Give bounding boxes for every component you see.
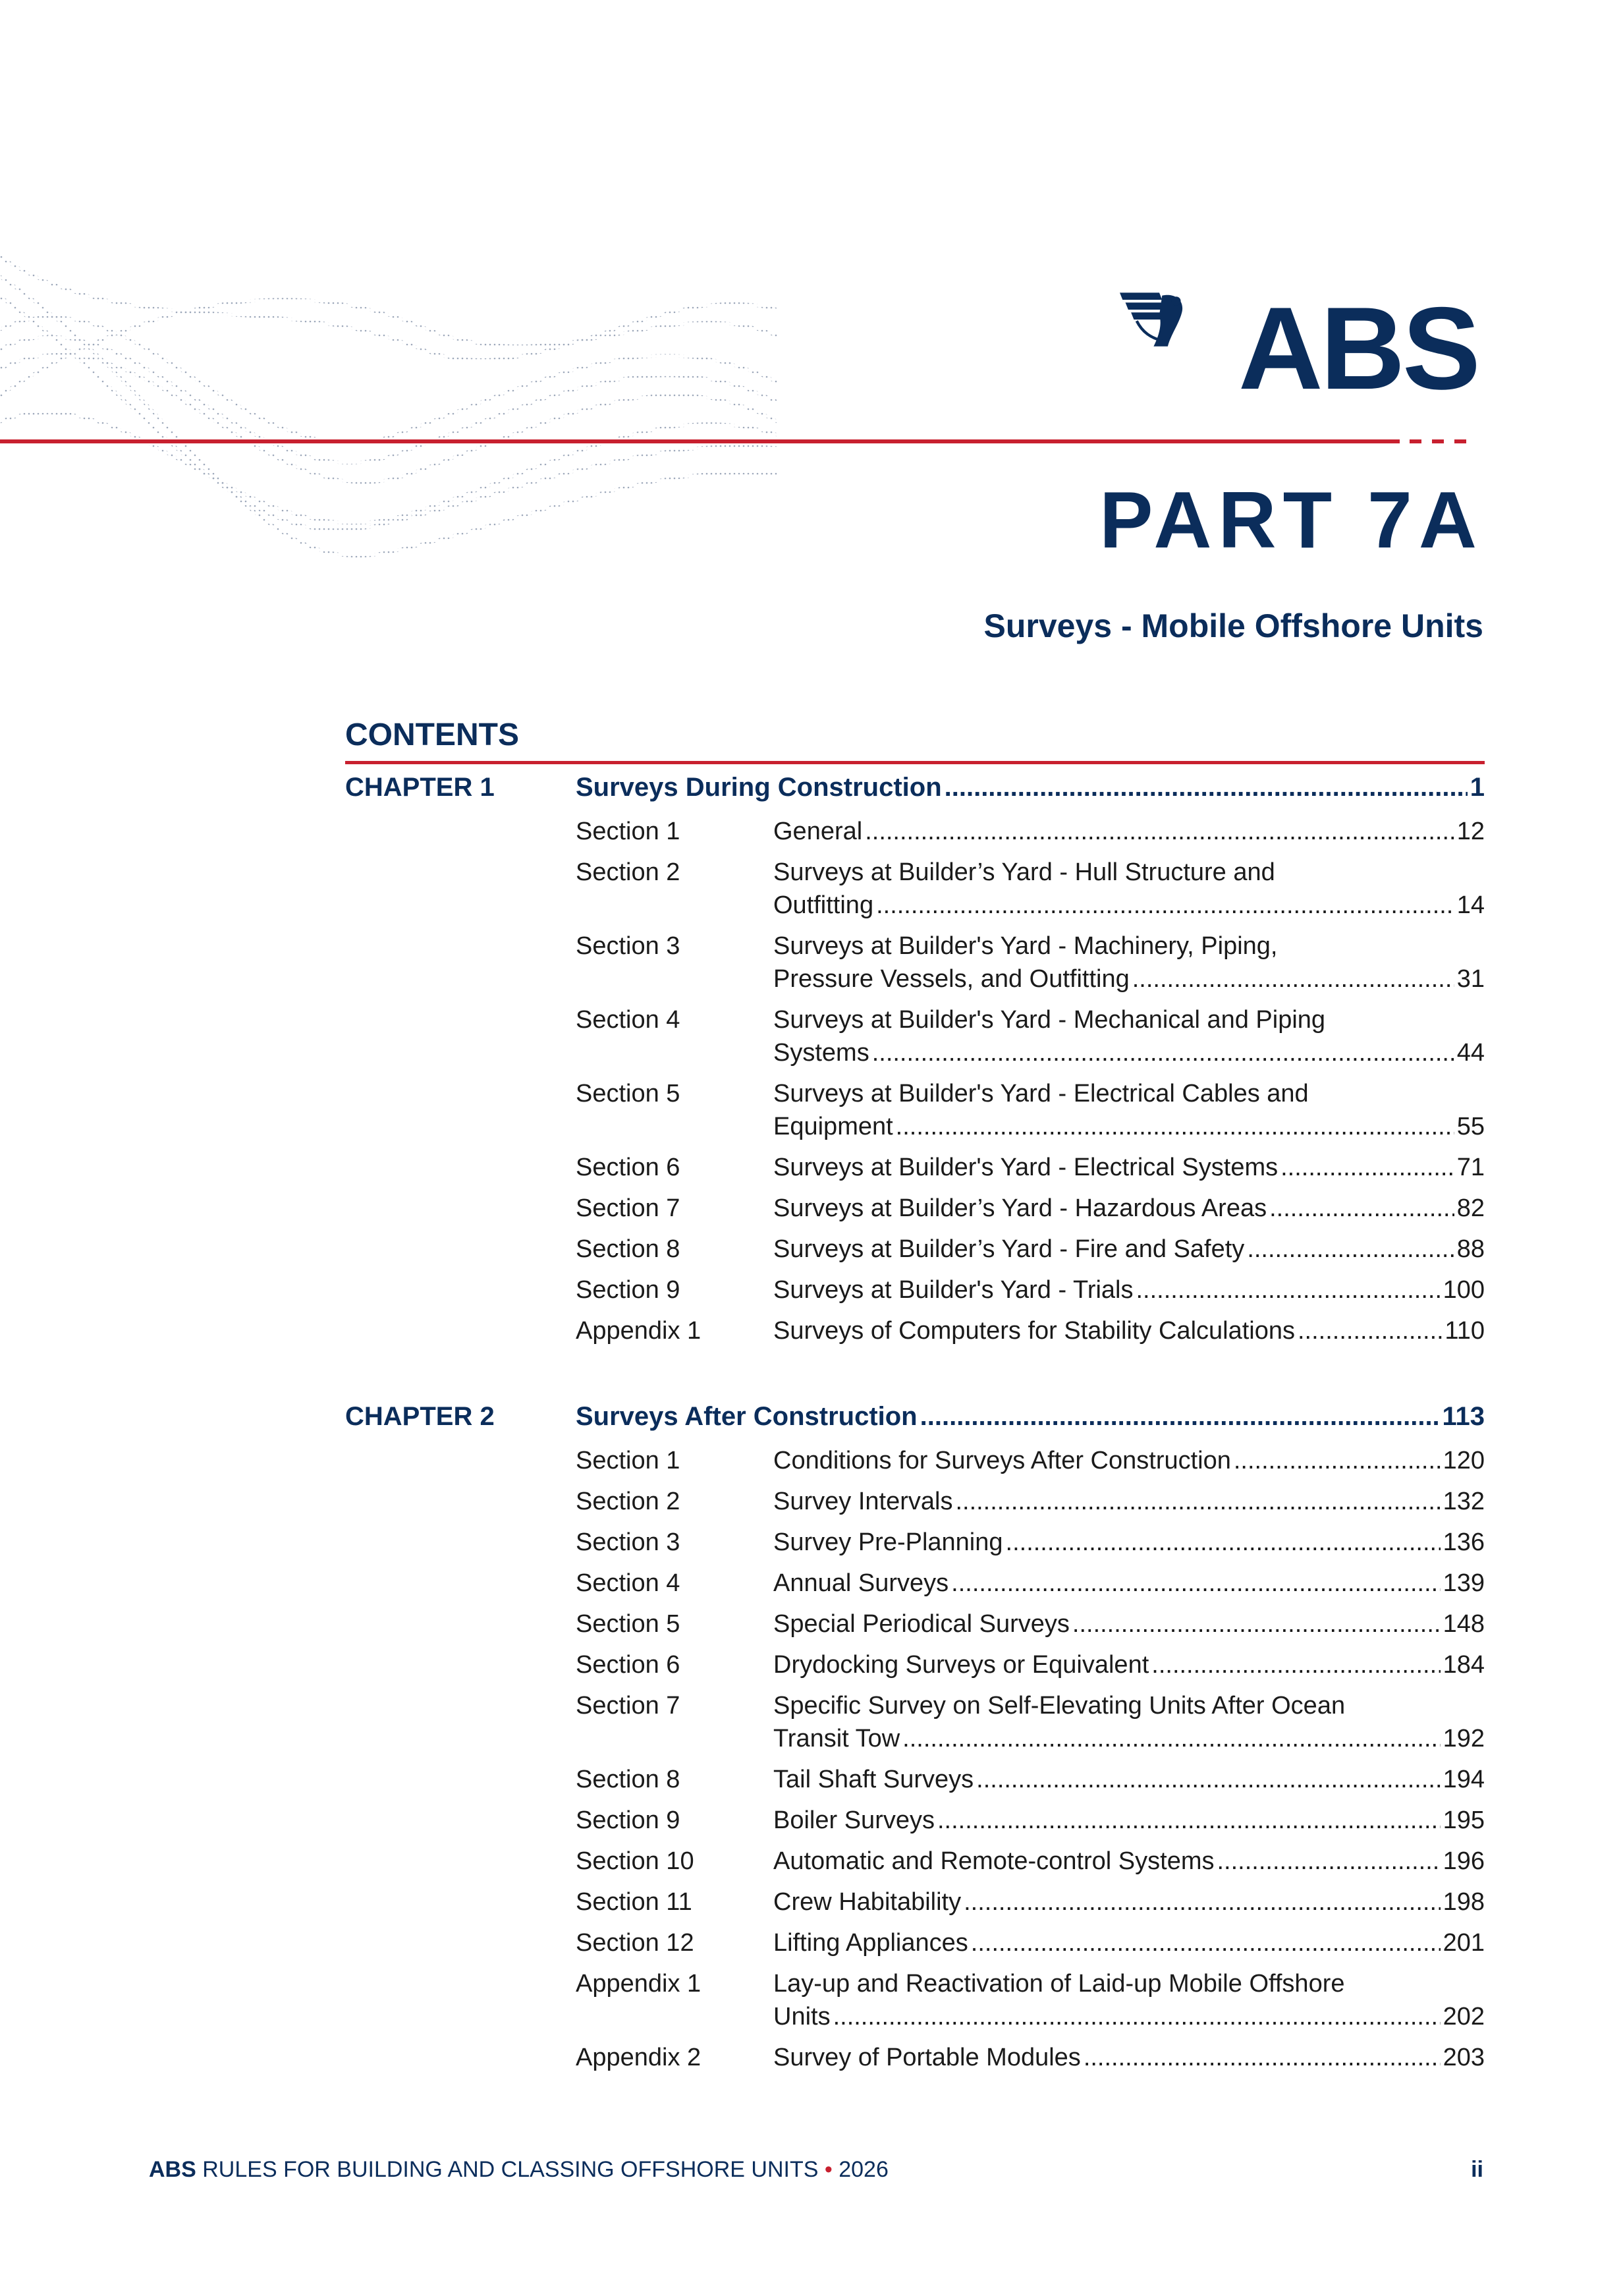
leader-dots xyxy=(1269,1192,1454,1225)
entry-title-line: Surveys at Builder's Yard - Trials xyxy=(773,1276,1134,1304)
leader-dots xyxy=(1217,1845,1441,1878)
entry-title-line: Surveys at Builder’s Yard - Hazardous Areas xyxy=(773,1194,1267,1222)
section-label: Section 2 xyxy=(576,1488,680,1515)
toc-entry-link[interactable] xyxy=(773,1077,1485,1143)
entry-page-number: 71 xyxy=(1456,1154,1485,1181)
entry-title-line: Surveys at Builder's Yard - Machinery, Piping, xyxy=(773,932,1278,960)
toc-entry-link[interactable] xyxy=(773,1886,1485,1918)
entry-title-line: Surveys at Builder’s Yard - Hull Structure and xyxy=(773,858,1275,886)
leader-dots xyxy=(945,774,1468,800)
toc-entry-link[interactable] xyxy=(773,1567,1485,1600)
entry-title-line: Survey Intervals xyxy=(773,1488,953,1515)
entry-title-line: Equipment xyxy=(773,1113,893,1140)
leader-dots xyxy=(1084,2041,1441,2074)
section-label: Section 1 xyxy=(576,1447,680,1474)
section-label: Section 7 xyxy=(576,1692,680,1720)
toc-entry-link[interactable] xyxy=(773,1526,1485,1559)
entry-page-number: 203 xyxy=(1443,2044,1485,2071)
toc-entry-link[interactable] xyxy=(773,1314,1485,1347)
entry-page-number: 100 xyxy=(1443,1276,1485,1304)
section-label: Section 5 xyxy=(576,1080,680,1107)
entry-page-number: 132 xyxy=(1443,1488,1485,1515)
section-label: Section 9 xyxy=(576,1276,680,1304)
entry-title-line: Outfitting xyxy=(773,891,874,919)
leader-dots xyxy=(955,1485,1440,1518)
section-label: Appendix 1 xyxy=(576,1970,701,1998)
entry-title-line: Lay-up and Reactivation of Laid-up Mobile Offshore xyxy=(773,1970,1345,1998)
section-label: Section 3 xyxy=(576,1528,680,1556)
leader-dots xyxy=(1072,1608,1441,1640)
leader-dots xyxy=(920,1403,1440,1430)
toc-entry-link[interactable] xyxy=(773,1648,1485,1681)
leader-dots xyxy=(876,889,1454,922)
leader-dots xyxy=(1132,963,1454,995)
entry-title-line: Survey Pre-Planning xyxy=(773,1528,1003,1556)
section-label: Section 11 xyxy=(576,1888,692,1916)
section-label: Section 7 xyxy=(576,1194,680,1222)
leader-dots xyxy=(896,1110,1454,1143)
section-label: Section 6 xyxy=(576,1651,680,1679)
footer-brand: ABS xyxy=(149,2157,196,2182)
section-label: Section 8 xyxy=(576,1235,680,1263)
entry-title-line: Drydocking Surveys or Equivalent xyxy=(773,1651,1149,1679)
leader-dots xyxy=(833,2000,1441,2033)
leader-dots xyxy=(1136,1274,1441,1306)
section-label: Section 12 xyxy=(576,1929,694,1957)
entry-page-number: 201 xyxy=(1443,1929,1485,1957)
toc-entry-link[interactable] xyxy=(773,1274,1485,1306)
entry-page-number: 148 xyxy=(1443,1610,1485,1638)
leader-dots xyxy=(865,815,1454,848)
section-label: Appendix 2 xyxy=(576,2044,701,2071)
chapter-page-number: 1 xyxy=(1470,773,1485,802)
entry-page-number: 184 xyxy=(1443,1651,1485,1679)
leader-dots xyxy=(964,1886,1441,1918)
toc-entry-link[interactable] xyxy=(773,1485,1485,1518)
toc-entry-link[interactable] xyxy=(773,1845,1485,1878)
footer-separator: • xyxy=(824,2157,833,2182)
toc-entry-link[interactable] xyxy=(773,815,1485,848)
entry-page-number: 196 xyxy=(1443,1847,1485,1875)
toc-entry-link[interactable] xyxy=(773,1233,1485,1266)
chapter-title: Surveys After Construction xyxy=(576,1402,918,1431)
entry-page-number: 44 xyxy=(1456,1039,1485,1067)
entry-page-number: 88 xyxy=(1456,1235,1485,1263)
entry-title-line: Lifting Appliances xyxy=(773,1929,968,1957)
footer-year: 2026 xyxy=(839,2157,889,2182)
toc-entry-link[interactable] xyxy=(773,1967,1485,2033)
section-label: Appendix 1 xyxy=(576,1317,701,1345)
entry-page-number: 14 xyxy=(1456,891,1485,919)
toc-entry-link[interactable] xyxy=(773,1608,1485,1640)
entry-title-line: Conditions for Surveys After Construction xyxy=(773,1447,1231,1474)
entry-title-line: Special Periodical Surveys xyxy=(773,1610,1070,1638)
entry-title-line: General xyxy=(773,818,863,845)
entry-page-number: 195 xyxy=(1443,1806,1485,1834)
entry-title-line: Annual Surveys xyxy=(773,1569,949,1597)
chapter-label: CHAPTER 1 xyxy=(345,773,495,802)
section-label: Section 4 xyxy=(576,1569,680,1597)
entry-title-line: Surveys at Builder's Yard - Electrical Cables and xyxy=(773,1080,1309,1107)
leader-dots xyxy=(1234,1444,1441,1477)
toc-entry-link[interactable] xyxy=(773,1804,1485,1837)
contents-heading: CONTENTS xyxy=(345,717,519,752)
entry-title-line: Tail Shaft Surveys xyxy=(773,1766,974,1793)
toc-entry-link[interactable] xyxy=(773,856,1485,922)
section-label: Section 9 xyxy=(576,1806,680,1834)
entry-title-line: Boiler Surveys xyxy=(773,1806,935,1834)
leader-dots xyxy=(1006,1526,1441,1559)
entry-page-number: 82 xyxy=(1456,1194,1485,1222)
chapter-title: Surveys During Construction xyxy=(576,773,942,802)
toc-entry-link[interactable] xyxy=(773,1926,1485,1959)
entry-title-line: Systems xyxy=(773,1039,869,1067)
entry-title-line: Surveys at Builder’s Yard - Fire and Safety xyxy=(773,1235,1245,1263)
entry-page-number: 198 xyxy=(1443,1888,1485,1916)
table-of-contents xyxy=(345,0,1485,2296)
entry-page-number: 192 xyxy=(1443,1725,1485,1752)
chapter-title-link[interactable] xyxy=(576,1403,1485,1430)
entry-title-line: Crew Habitability xyxy=(773,1888,962,1916)
leader-dots xyxy=(976,1763,1440,1796)
toc-entry-link[interactable] xyxy=(773,1151,1485,1184)
entry-page-number: 55 xyxy=(1456,1113,1485,1140)
entry-title-line: Automatic and Remote-control Systems xyxy=(773,1847,1215,1875)
page-number: ii xyxy=(1471,2157,1483,2182)
section-label: Section 4 xyxy=(576,1006,680,1034)
chapter-title-link[interactable] xyxy=(576,774,1485,800)
leader-dots xyxy=(937,1804,1441,1837)
section-label: Section 2 xyxy=(576,858,680,886)
toc-entry-link[interactable] xyxy=(773,1192,1485,1225)
entry-page-number: 136 xyxy=(1443,1528,1485,1556)
entry-page-number: 194 xyxy=(1443,1766,1485,1793)
toc-entry-link[interactable] xyxy=(773,1763,1485,1796)
part-title: PART 7A xyxy=(1099,475,1483,565)
entry-page-number: 120 xyxy=(1443,1447,1485,1474)
leader-dots xyxy=(1280,1151,1454,1184)
leader-dots xyxy=(872,1036,1454,1069)
leader-dots xyxy=(1247,1233,1454,1266)
abs-logo: ABS xyxy=(1238,283,1478,414)
part-subtitle: Surveys - Mobile Offshore Units xyxy=(983,607,1483,644)
entry-page-number: 12 xyxy=(1456,818,1485,845)
section-label: Section 10 xyxy=(576,1847,694,1875)
entry-page-number: 110 xyxy=(1444,1317,1485,1345)
section-label: Section 1 xyxy=(576,818,680,845)
leader-dots xyxy=(1298,1314,1442,1347)
chapter-page-number: 113 xyxy=(1442,1402,1485,1431)
leader-dots xyxy=(1151,1648,1440,1681)
entry-title-line: Surveys at Builder's Yard - Electrical Systems xyxy=(773,1154,1279,1181)
toc-entry-link[interactable] xyxy=(773,2041,1485,2074)
entry-page-number: 139 xyxy=(1443,1569,1485,1597)
entry-title-line: Transit Tow xyxy=(773,1725,900,1752)
section-label: Section 8 xyxy=(576,1766,680,1793)
entry-title-line: Surveys of Computers for Stability Calculations xyxy=(773,1317,1295,1345)
leader-dots xyxy=(971,1926,1441,1959)
footer-text: RULES FOR BUILDING AND CLASSING OFFSHORE UNITS xyxy=(202,2157,819,2182)
entry-title-line: Surveys at Builder's Yard - Mechanical and Piping xyxy=(773,1006,1326,1034)
section-label: Section 3 xyxy=(576,932,680,960)
footer-title xyxy=(149,2158,889,2181)
section-label: Section 6 xyxy=(576,1154,680,1181)
entry-title-line: Survey of Portable Modules xyxy=(773,2044,1081,2071)
toc-entry-link[interactable] xyxy=(773,930,1485,995)
entry-title-line: Pressure Vessels, and Outfitting xyxy=(773,965,1130,993)
entry-page-number: 202 xyxy=(1443,2003,1485,2030)
chapter-label: CHAPTER 2 xyxy=(345,1402,495,1431)
toc-entry-link[interactable] xyxy=(773,1003,1485,1069)
section-label: Section 5 xyxy=(576,1610,680,1638)
entry-title-line: Specific Survey on Self-Elevating Units After Ocean xyxy=(773,1692,1346,1720)
toc-entry-link[interactable] xyxy=(773,1444,1485,1477)
entry-page-number: 31 xyxy=(1456,965,1485,993)
leader-dots xyxy=(902,1722,1440,1755)
leader-dots xyxy=(951,1567,1440,1600)
entry-title-line: Units xyxy=(773,2003,831,2030)
toc-entry-link[interactable] xyxy=(773,1689,1485,1755)
